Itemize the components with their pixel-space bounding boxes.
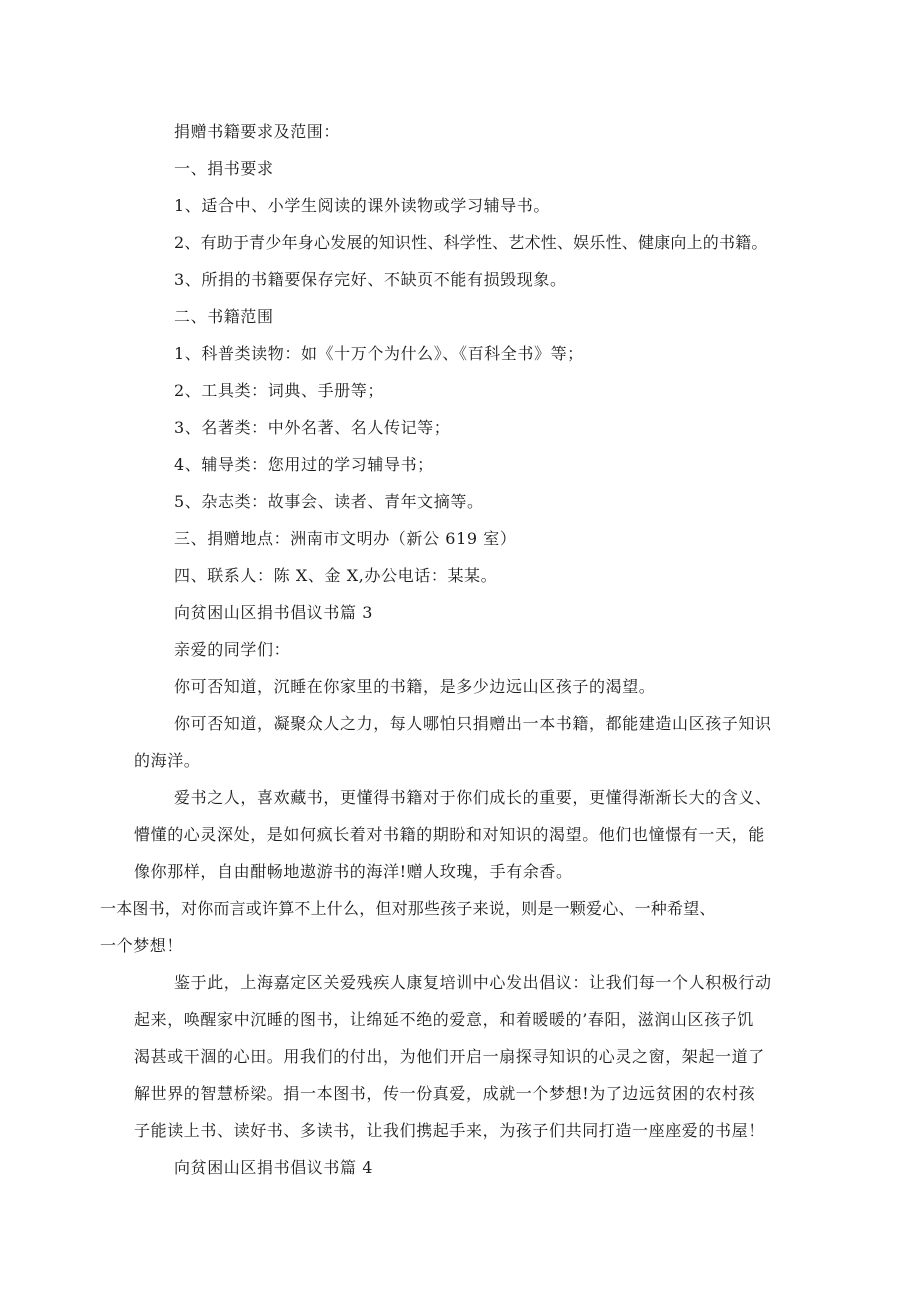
paragraph-5-line: 鉴于此，上海嘉定区关爱残疾人康复培训中心发出倡议：让我们每一个人积极行动 — [174, 973, 772, 992]
paragraph-1: 你可否知道，沉睡在你家里的书籍，是多少边远山区孩子的渴望。 — [174, 677, 656, 696]
section4-contact: 四、联系人：陈 X、金 X,办公电话：某某。 — [174, 566, 498, 585]
paragraph-5-line: 渴甚或干涸的心田。用我们的付出，为他们开启一扇探寻知识的心灵之窗，架起一道了 — [134, 1047, 765, 1066]
paragraph-4-line: 一本图书，对你而言或许算不上什么，但对那些孩子来说，则是一颗爱心、一种希望、 — [100, 899, 716, 918]
section1-item: 2、有助于青少年身心发展的知识性、科学性、艺术性、娱乐性、健康向上的书籍。 — [174, 233, 768, 252]
paragraph-5-line: 子能读上书、读好书、多读书，让我们携起手来，为孩子们共同打造一座座爱的书屋！ — [134, 1121, 765, 1140]
article3-title: 向贫困山区捐书倡议书篇 3 — [174, 603, 374, 622]
paragraph-3-line: 爱书之人，喜欢藏书，更懂得书籍对于你们成长的重要，更懂得渐渐长大的含义、 — [174, 788, 772, 807]
section2-item: 5、杂志类：故事会、读者、青年文摘等。 — [174, 492, 484, 511]
requirements-heading: 捐赠书籍要求及范围： — [174, 122, 341, 141]
paragraph-4-line: 一个梦想！ — [100, 936, 184, 955]
article4-title: 向贫困山区捐书倡议书篇 4 — [174, 1158, 374, 1177]
section2-item: 3、名著类：中外名著、名人传记等； — [174, 418, 451, 437]
section2-item: 4、辅导类：您用过的学习辅导书； — [174, 455, 434, 474]
greeting: 亲爱的同学们： — [174, 640, 291, 659]
paragraph-5-line: 解世界的智慧桥梁。捐一本图书，传一份真爱，成就一个梦想!为了边远贫困的农村孩 — [134, 1084, 756, 1103]
section2-title: 二、书籍范围 — [174, 307, 274, 326]
section2-item: 1、科普类读物：如《十万个为什么》、《百科全书》等； — [174, 344, 584, 363]
section1-item: 3、所捐的书籍要保存完好、不缺页不能有损毁现象。 — [174, 270, 567, 289]
section1-title: 一、捐书要求 — [174, 159, 274, 178]
paragraph-5-line: 起来，唤醒家中沉睡的图书，让绵延不绝的爱意，和着暖暖的’春阳，滋润山区孩子饥 — [134, 1010, 754, 1029]
paragraph-3-line: 懵懂的心灵深处，是如何疯长着对书籍的期盼和对知识的渴望。他们也憧憬有一天，能 — [134, 825, 765, 844]
paragraph-3-line: 像你那样，自由酣畅地遨游书的海洋!赠人玫瑰，手有余香。 — [134, 862, 573, 881]
section2-item: 2、工具类：词典、手册等； — [174, 381, 384, 400]
paragraph-2-line: 的海洋。 — [134, 751, 201, 770]
section1-item: 1、适合中、小学生阅读的课外读物或学习辅导书。 — [174, 196, 550, 215]
section3-location: 三、捐赠地点：洲南市文明办（新公 619 室） — [174, 529, 517, 548]
paragraph-2-line: 你可否知道，凝聚众人之力，每人哪怕只捐赠出一本书籍，都能建造山区孩子知识 — [174, 714, 772, 733]
